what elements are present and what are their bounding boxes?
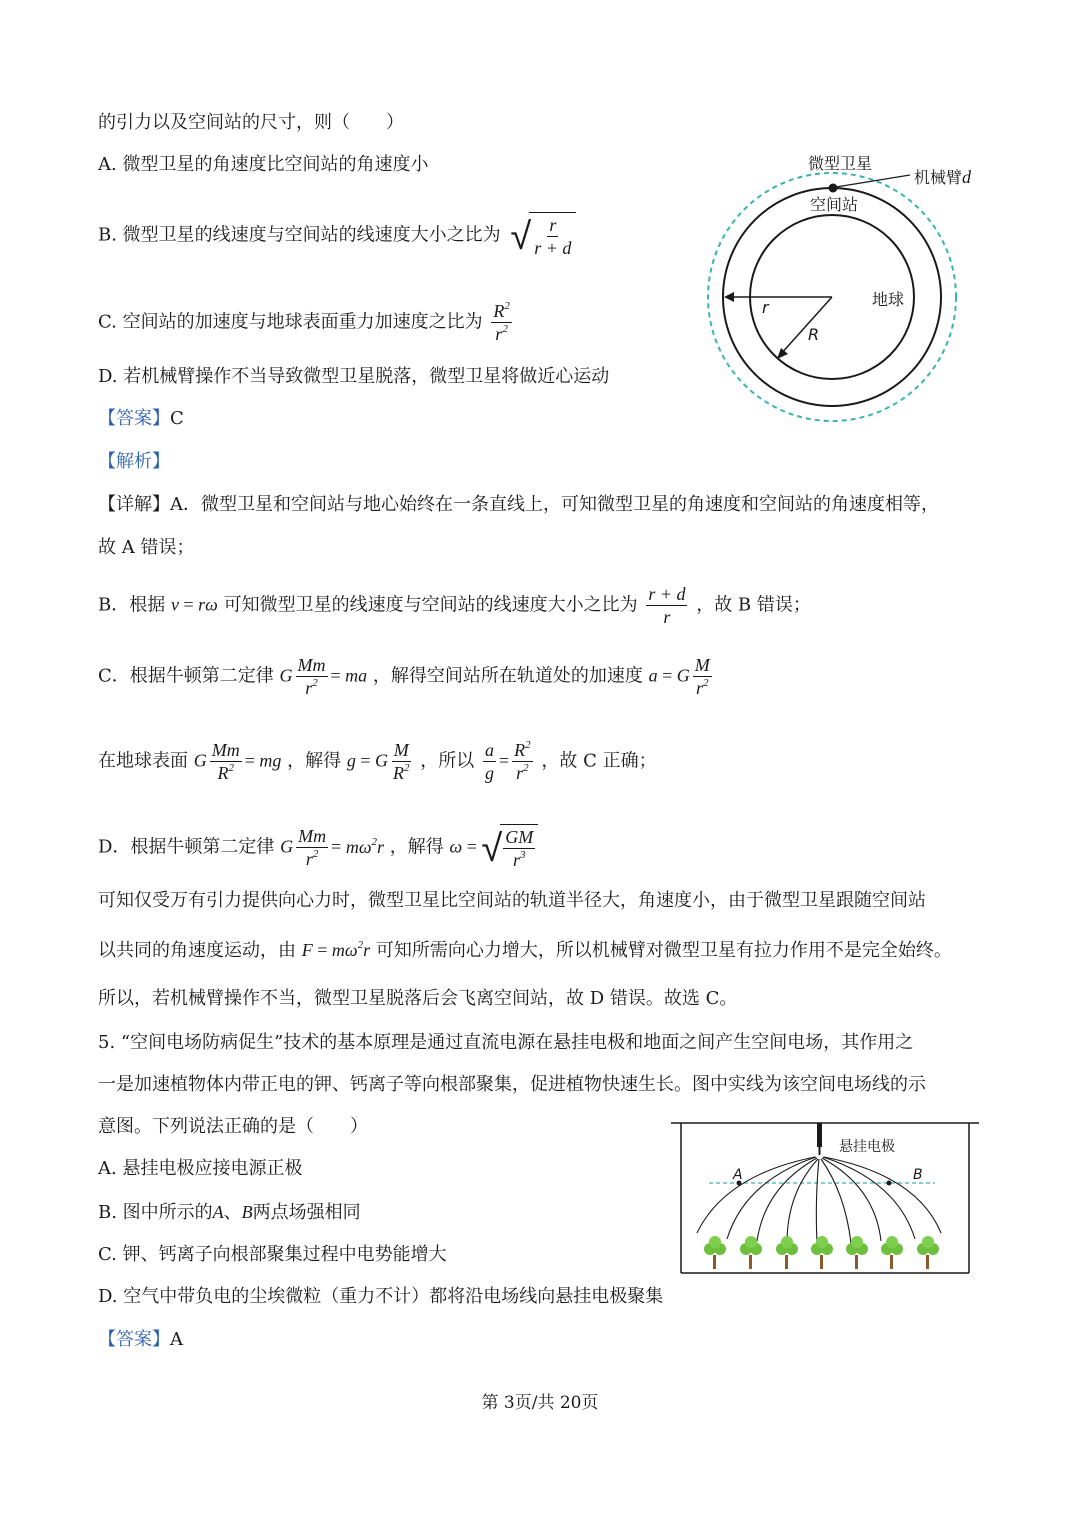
plant-7	[917, 1236, 939, 1269]
plant-2	[740, 1236, 762, 1269]
detail-b: B．根据 v = rω 可知微型卫星的线速度与空间站的线速度大小之比为 $\frac{r + d}{r}$ ，故 B 错误；	[98, 584, 811, 627]
plant-5	[846, 1236, 868, 1269]
frac-Mm-over-r2-d: $\frac{Mm}{r^2}$	[298, 826, 327, 869]
detail-c-pre: C．根据牛顿第二定律	[98, 665, 274, 687]
electrode-rod	[817, 1123, 822, 1147]
plant-4	[811, 1236, 833, 1269]
arm-leader-line	[836, 175, 910, 187]
detail-a-text: A．微型卫星和空间站与地心始终在一条直线上，可知微型卫星的角速度和空间站的角速度相等，	[170, 494, 939, 515]
label-arm	[914, 167, 972, 187]
q4-option-d: D. 若机械臂操作不当导致微型卫星脱落，微型卫星将做近心运动	[98, 366, 610, 387]
plants-row	[704, 1236, 939, 1269]
label-satellite: 微型卫星	[808, 154, 873, 173]
label-arm-var: d	[962, 167, 972, 187]
detail-d-pre: D．根据牛顿第二定律	[98, 836, 275, 858]
detail-c2-pre: 在地球表面	[98, 750, 188, 772]
detail-d: D．根据牛顿第二定律 G $\frac{Mm}{r^2}$ = $m\omega^2r$ ，解得 ω = √ $\frac{GM}{r^3}$	[98, 824, 538, 871]
q5-option-d: D. 空气中带负电的尘埃微粒（重力不计）都将沿电场线向悬挂电极聚集	[98, 1286, 664, 1307]
q5-option-b-post: 两点场强相同	[252, 1202, 361, 1223]
detail-d-mid: ，解得	[389, 836, 444, 858]
analysis-tag: 【解析】	[98, 451, 170, 472]
sqrt-r-over-r-plus-d: √ $\frac{r}{r + d}$	[510, 212, 576, 259]
q5-option-a: A. 悬挂电极应接电源正极	[98, 1158, 303, 1179]
q5-option-b-point-a: A	[212, 1202, 224, 1222]
frac-R2-over-r2: $\frac{R^2}{r^2}$	[493, 300, 510, 344]
detail-d3-post: 可知所需向心力增大，所以机械臂对微型卫星有拉力作用不是完全始终。	[375, 940, 952, 961]
q5-option-b-sep: 、	[223, 1202, 242, 1223]
label-arm-text: 机械臂	[914, 168, 963, 187]
q5-answer-tag: 【答案】	[98, 1329, 170, 1350]
q4-stem-tail: 的引力以及空间站的尺寸，则（ ）	[98, 112, 404, 133]
station-dot	[829, 184, 838, 193]
radius-R-line	[780, 297, 832, 355]
detail-c2-mid1: ，解得	[287, 750, 342, 772]
detail-c2: 在地球表面 G $\frac{Mm}{R^2}$ = mg ，解得 g = G $\frac{M}{R^2}$ ，所以 $\frac{a}{g}$ = $\frac{R^2}{r^2}$ ，故 C 正确；	[98, 739, 657, 783]
q5-option-b-pre: B. 图中所示的	[98, 1202, 213, 1223]
q5-answer-value: A	[170, 1329, 183, 1350]
q5-stem-line1: 5. “空间电场防病促生”技术的基本原理是通过直流电源在悬挂电极和地面之间产生空间电场，其作用之	[98, 1032, 914, 1053]
label-r: r	[762, 298, 769, 317]
frac-a-over-g: $\frac{a}{g}$	[484, 740, 494, 783]
detail-d-line2: 可知仅受万有引力提供向心力时，微型卫星比空间站的轨道半径大，角速度小，由于微型卫星跟随空间站	[98, 890, 926, 911]
formula-v-r-omega: v	[170, 594, 179, 615]
q4-option-a: A. 微型卫星的角速度比空间站的角速度小	[98, 154, 429, 175]
orbit-diagram	[700, 145, 1000, 430]
label-R: R	[808, 325, 820, 344]
page-number: 第 3页/共 20页	[481, 1393, 599, 1413]
frac-Mm-over-R2: $\frac{Mm}{R^2}$	[211, 740, 240, 783]
frac-Mm-over-r2: $\frac{Mm}{r^2}$	[297, 655, 326, 698]
q4-option-b	[98, 212, 576, 259]
label-electrode: 悬挂电极	[839, 1139, 895, 1155]
radius-R-arrow	[777, 348, 788, 359]
q5-stem-line3: 意图。下列说法正确的是（ ）	[98, 1116, 368, 1137]
frac-M-over-R2: $\frac{M}{R^2}$	[393, 740, 410, 783]
electric-field-diagram	[665, 1115, 985, 1280]
detail-d-line4: 所以，若机械臂操作不当，微型卫星脱落后会飞离空间站，故 D 错误。故选 C。	[98, 988, 738, 1009]
q5-option-c: C. 钾、钙离子向根部聚集过程中电势能增大	[98, 1244, 447, 1265]
point-b-dot	[887, 1181, 892, 1186]
detail-c2-end: ，故 C 正确；	[541, 750, 657, 772]
plant-6	[881, 1236, 903, 1269]
detail-a-line1	[98, 492, 939, 518]
q5-option-b-point-b: B	[241, 1202, 253, 1222]
label-earth: 地球	[872, 290, 905, 309]
frac-M-over-r2: $\frac{M}{r^2}$	[694, 655, 710, 698]
detail-d-line3: 以共同的角速度运动，由 $F = m\omega^2r$ 可知所需向心力增大，所以机械臂对微型卫星有拉力作用不是完全始终。	[98, 939, 952, 961]
frac-r-plus-d-over-r: $\frac{r + d}{r}$	[648, 584, 686, 627]
answer-tag: 【答案】	[98, 408, 170, 429]
frac-R2-over-r2-result: $\frac{R^2}{r^2}$	[514, 739, 531, 783]
plant-3	[776, 1236, 798, 1269]
label-station: 空间站	[810, 195, 859, 214]
q4-answer	[98, 406, 184, 432]
sqrt-GM-over-r3: √ $\frac{GM}{r^3}$	[481, 824, 538, 871]
label-point-b: B	[913, 1167, 923, 1183]
q5-stem-line2: 一是加速植物体内带正电的钾、钙离子等向根部聚集，促进植物快速生长。图中实线为该空间电场线的示	[98, 1074, 926, 1095]
answer-value: C	[170, 408, 184, 429]
q5-option-b	[98, 1199, 361, 1226]
detail-a-line2: 故 A 错误；	[98, 537, 195, 558]
detail-c-mid: ，解得空间站所在轨道处的加速度	[372, 665, 643, 687]
detail-tag: 【详解】	[98, 494, 170, 515]
plant-1	[704, 1236, 726, 1269]
q5-answer	[98, 1327, 183, 1353]
q4-option-c-text: C. 空间站的加速度与地球表面重力加速度之比为	[98, 311, 483, 333]
detail-b-end: ，故 B 错误；	[696, 594, 811, 616]
detail-b-pre: B．根据	[98, 594, 166, 616]
q4-option-c	[98, 300, 515, 345]
detail-b-mid: 可知微型卫星的线速度与空间站的线速度大小之比为	[223, 594, 638, 616]
q4-option-b-text: B. 微型卫星的线速度与空间站的线速度大小之比为	[98, 224, 501, 246]
detail-c2-mid2: ，所以	[420, 750, 475, 772]
label-point-a: A	[733, 1167, 743, 1183]
detail-c: C．根据牛顿第二定律 G $\frac{Mm}{r^2}$ = ma ，解得空间站所在轨道处的加速度 a = G $\frac{M}{r^2}$	[98, 655, 710, 698]
detail-d3-pre: 以共同的角速度运动，由	[98, 940, 296, 961]
radius-r-arrow	[724, 292, 734, 302]
